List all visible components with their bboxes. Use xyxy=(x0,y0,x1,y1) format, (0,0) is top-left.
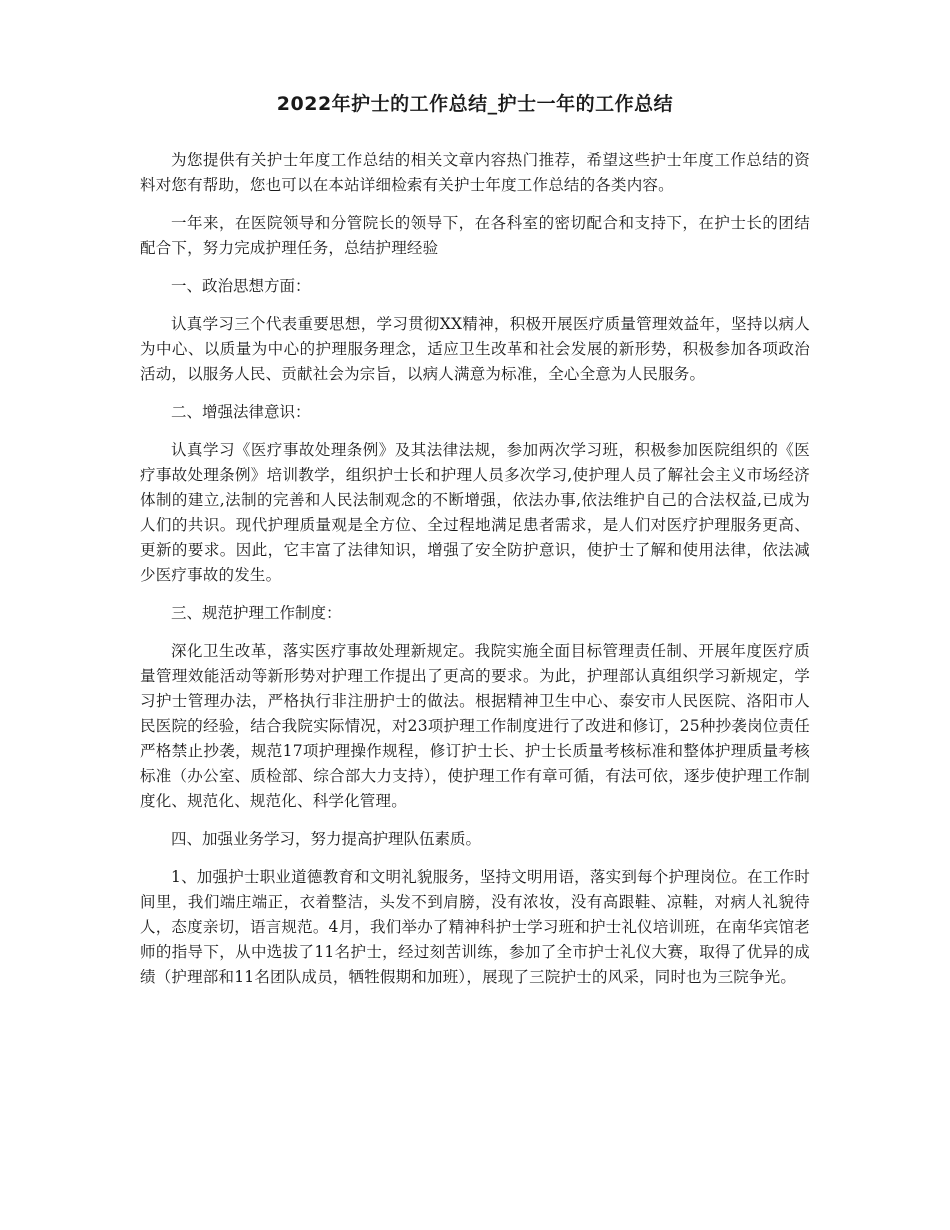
section-body-politics: 认真学习三个代表重要思想，学习贯彻XX精神，积极开展医疗质量管理效益年，坚持以病人为中心、以质量为中心的护理服务理念，适应卫生改革和社会发展的新形势，积极参加各项政治活动，以服务人民、贡献社会为宗旨，以病人满意为标准，全心全意为人民服务。 xyxy=(140,315,810,383)
section-heading-rules: 三、规范护理工作制度： xyxy=(171,604,342,622)
document-title: 2022年护士的工作总结_护士一年的工作总结 xyxy=(276,93,674,115)
intro-paragraph: 为您提供有关护士年度工作总结的相关文章内容热门推荐，希望这些护士年度工作总结的资料对您有帮助，您也可以在本站详细检索有关护士年度工作总结的各类内容。 xyxy=(140,151,810,194)
section-body-rules: 深化卫生改革，落实医疗事故处理新规定。我院实施全面目标管理责任制、开展年度医疗质量管理效能活动等新形势对护理工作提出了更高的要求。为此，护理部认真组织学习新规定，学习护士管理办法，严格执行非注册护士的做法。根据精神卫生中心、泰安市人民医院、洛阳市人民医院的经验，结合我院实际情况，对23项护理工作制度进行了改进和修订，25种抄袭岗位责任严格禁止抄袭，规范17项护理操作规程，修订护士长、护士长质量考核标准和整体护理质量考核标准（办公室、质检部、综合部大力支持），使护理工作有章可循，有法可依，逐步使护理工作制度化、规范化、规范化、科学化管理。 xyxy=(140,642,810,810)
document-page xyxy=(140,90,810,1003)
section-heading-politics: 一、政治思想方面： xyxy=(171,277,311,295)
section-body-law: 认真学习《医疗事故处理条例》及其法律法规，参加两次学习班，积极参加医院组织的《医疗事故处理条例》培训教学，组织护士长和护理人员多次学习,使护理人员了解社会主义市场经济体制的建立,法制的完善和人民法制观念的不断增强，依法办事,依法维护自己的合法权益,已成为人们的共识。现代护理质量观是全方位、全过程地满足患者需求，是人们对医疗护理服务更高、更新的要求。因此，它丰富了法律知识，增强了安全防护意识，使护士了解和使用法律，依法减少医疗事故的发生。 xyxy=(140,441,810,584)
section-heading-study: 四、加强业务学习，努力提高护理队伍素质。 xyxy=(171,830,482,848)
section-body-study: 1、加强护士职业道德教育和文明礼貌服务，坚持文明用语，落实到每个护理岗位。在工作时间里，我们端庄端正，衣着整洁，头发不到肩膀，没有浓妆，没有高跟鞋、凉鞋，对病人礼貌待人，态度亲切，语言规范。4月，我们举办了精神科护士学习班和护士礼仪培训班，在南华宾馆老师的指导下，从中选拔了11名护士，经过刻苦训练，参加了全市护士礼仪大赛，取得了优异的成绩（护理部和11名团队成员，牺牲假期和加班），展现了三院护士的风采，同时也为三院争光。 xyxy=(140,868,810,986)
section-heading-law: 二、增强法律意识： xyxy=(171,403,311,421)
opening-paragraph: 一年来，在医院领导和分管院长的领导下，在各科室的密切配合和支持下，在护士长的团结配合下，努力完成护理任务，总结护理经验 xyxy=(140,214,810,257)
